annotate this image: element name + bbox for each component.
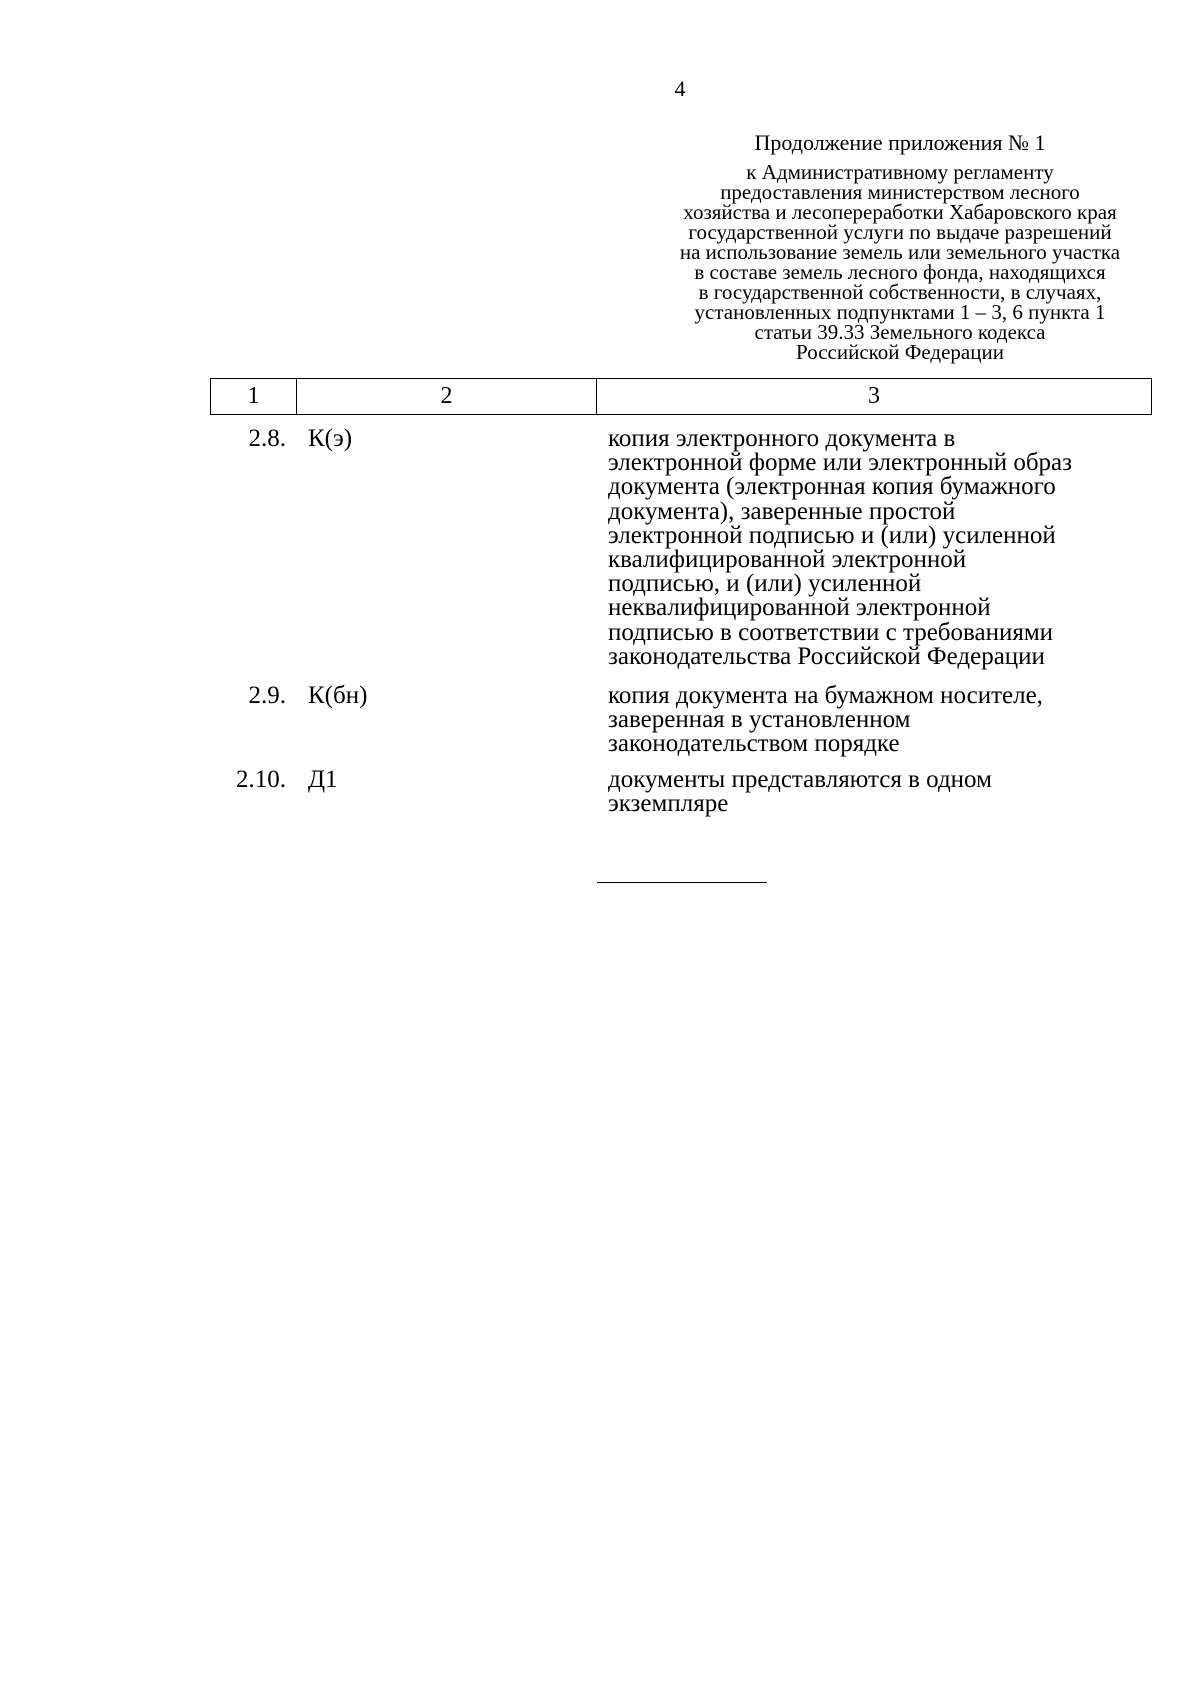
- appendix-title: Продолжение приложения № 1: [754, 130, 1046, 155]
- closing-divider: [597, 882, 767, 883]
- appendix-line: в составе земель лесного фонда, находящихся: [694, 260, 1106, 284]
- row-number: 2.9.: [248, 682, 286, 709]
- description-line: документа), заверенные простой: [608, 497, 956, 525]
- description-line: электронной подписью и (или) усиленной: [608, 521, 1056, 549]
- table-header-row: [210, 378, 1152, 415]
- description-line: электронной форме или электронный образ: [608, 449, 1073, 477]
- appendix-reference: [630, 162, 1170, 362]
- appendix-line: на использование земель или земельного участка: [679, 240, 1121, 264]
- description-line: неквалифицированной электронной: [608, 594, 991, 622]
- appendix-line: государственной услуги по выдаче разрешений: [688, 220, 1112, 244]
- row-number: 2.10.: [236, 766, 286, 793]
- description-line: квалифицированной электронной: [608, 546, 967, 574]
- description-line: подписью в соответствии с требованиями: [608, 618, 1054, 646]
- appendix-line: к Административному регламенту: [746, 160, 1054, 184]
- description-line: заверенная в установленном: [608, 706, 911, 734]
- appendix-line: установленных подпунктами 1 – 3, 6 пункта 1: [694, 300, 1106, 324]
- row-description: [608, 768, 1168, 816]
- description-line: законодательством порядке: [608, 730, 900, 758]
- row-number: 2.8.: [248, 425, 286, 452]
- description-line: документа (электронная копия бумажного: [608, 473, 1056, 501]
- page-number: 4: [674, 76, 686, 101]
- appendix-line: предоставления министерством лесного: [720, 180, 1080, 204]
- row-code: К(э): [308, 425, 353, 452]
- appendix-line: Российской Федерации: [796, 340, 1004, 364]
- row-description: [608, 427, 1168, 669]
- description-line: копия электронного документа в: [608, 425, 956, 452]
- description-line: подписью, и (или) усиленной: [608, 570, 922, 598]
- row-description: [608, 684, 1168, 757]
- appendix-line: в государственной собственности, в случаях,: [698, 280, 1102, 304]
- description-line: экземпляре: [608, 790, 729, 818]
- row-code: Д1: [308, 766, 338, 793]
- appendix-line: статьи 39.33 Земельного кодекса: [754, 320, 1046, 344]
- description-line: документы представляются в одном: [608, 766, 992, 793]
- table-header-cell-1: 1: [211, 379, 297, 414]
- table-header-cell-2: 2: [297, 379, 597, 414]
- description-line: копия документа на бумажном носителе,: [608, 682, 1043, 709]
- table-header-cell-3: 3: [868, 383, 880, 409]
- appendix-line: хозяйства и лесопереработки Хабаровского края: [683, 200, 1117, 224]
- description-line: законодательства Российской Федерации: [608, 642, 1045, 670]
- row-code: К(бн): [308, 682, 368, 709]
